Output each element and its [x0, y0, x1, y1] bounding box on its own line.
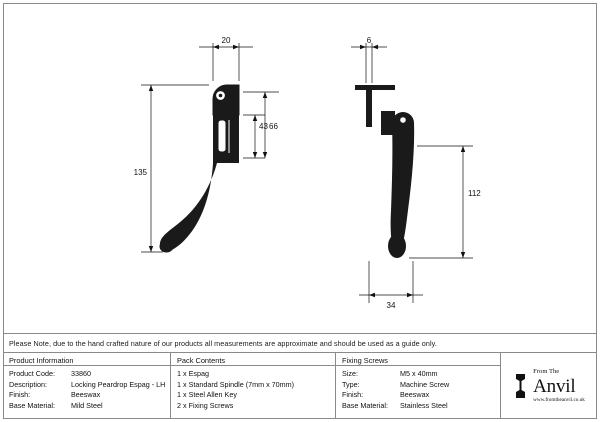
screw-finish-label: Finish: [342, 390, 364, 399]
pack-contents-body [171, 366, 335, 411]
dim-front-66: 66 [269, 122, 278, 131]
table-row [9, 401, 170, 412]
product-code-label: Product Code: [9, 369, 55, 378]
dim-side-base-width: 34 [386, 301, 396, 310]
front-view-dimensions [141, 43, 279, 252]
list-item: 1 x Espag [177, 369, 209, 378]
dim-side-spindle: 6 [366, 36, 372, 45]
product-code-value: 33860 [71, 369, 91, 378]
brand-logo [501, 353, 597, 419]
screw-size-label: Size: [342, 369, 358, 378]
fixing-screws-header: Fixing Screws [336, 353, 500, 366]
front-view-handle [160, 85, 240, 253]
description-label: Description: [9, 379, 47, 389]
table-row [342, 369, 500, 380]
description-value: Locking Peardrop Espag - LH [71, 379, 166, 389]
spec-table [3, 353, 597, 419]
list-item: 1 x Standard Spindle (7mm x 70mm) [177, 379, 295, 389]
product-information-header: Product Information [3, 353, 170, 366]
logo-from-text: From The [533, 368, 560, 376]
approximate-measurements-note [3, 333, 597, 353]
base-material-label: Base Material: [9, 400, 55, 410]
anvil-icon [513, 373, 528, 399]
table-row [342, 390, 500, 401]
finish-label: Finish: [9, 390, 31, 399]
dim-side-height: 112 [468, 189, 481, 198]
dim-front-43: 43 [259, 122, 268, 131]
pack-contents-header: Pack Contents [171, 353, 335, 366]
table-row [342, 401, 500, 412]
fixing-screws-column [336, 353, 501, 419]
handle-drawing-svg [3, 3, 597, 333]
list-item: 2 x Fixing Screws [177, 400, 234, 410]
table-row [342, 380, 500, 391]
fixing-screws-body [336, 366, 500, 411]
screw-type-value: Machine Screw [400, 379, 450, 389]
pack-contents-column [171, 353, 336, 419]
table-row [9, 369, 170, 380]
logo-name-text: Anvil [533, 375, 576, 397]
logo-url-text: www.fromtheanvil.co.uk [533, 396, 585, 403]
screw-base-material-value: Stainless Steel [400, 400, 448, 410]
screw-base-material-label: Base Material: [342, 400, 388, 410]
dim-front-width: 20 [221, 36, 231, 45]
screw-type-label: Type: [342, 379, 360, 389]
list-item: 1 x Steel Allen Key [177, 390, 237, 399]
dim-front-total-height: 135 [133, 168, 147, 177]
drawing-area [3, 3, 597, 333]
finish-value: Beeswax [71, 390, 101, 399]
table-row [9, 390, 170, 401]
base-material-value: Mild Steel [71, 400, 103, 410]
note-text: Please Note, due to the hand crafted nature of our products all measurements are approximate and should be used as a guide only. [9, 338, 437, 348]
side-view-handle [355, 85, 414, 258]
product-information-column [3, 353, 171, 419]
product-information-body [3, 366, 170, 411]
screw-finish-value: Beeswax [400, 390, 430, 399]
brand-logo-column [501, 353, 597, 419]
screw-size-value: M5 x 40mm [400, 369, 438, 378]
table-row [9, 380, 170, 391]
